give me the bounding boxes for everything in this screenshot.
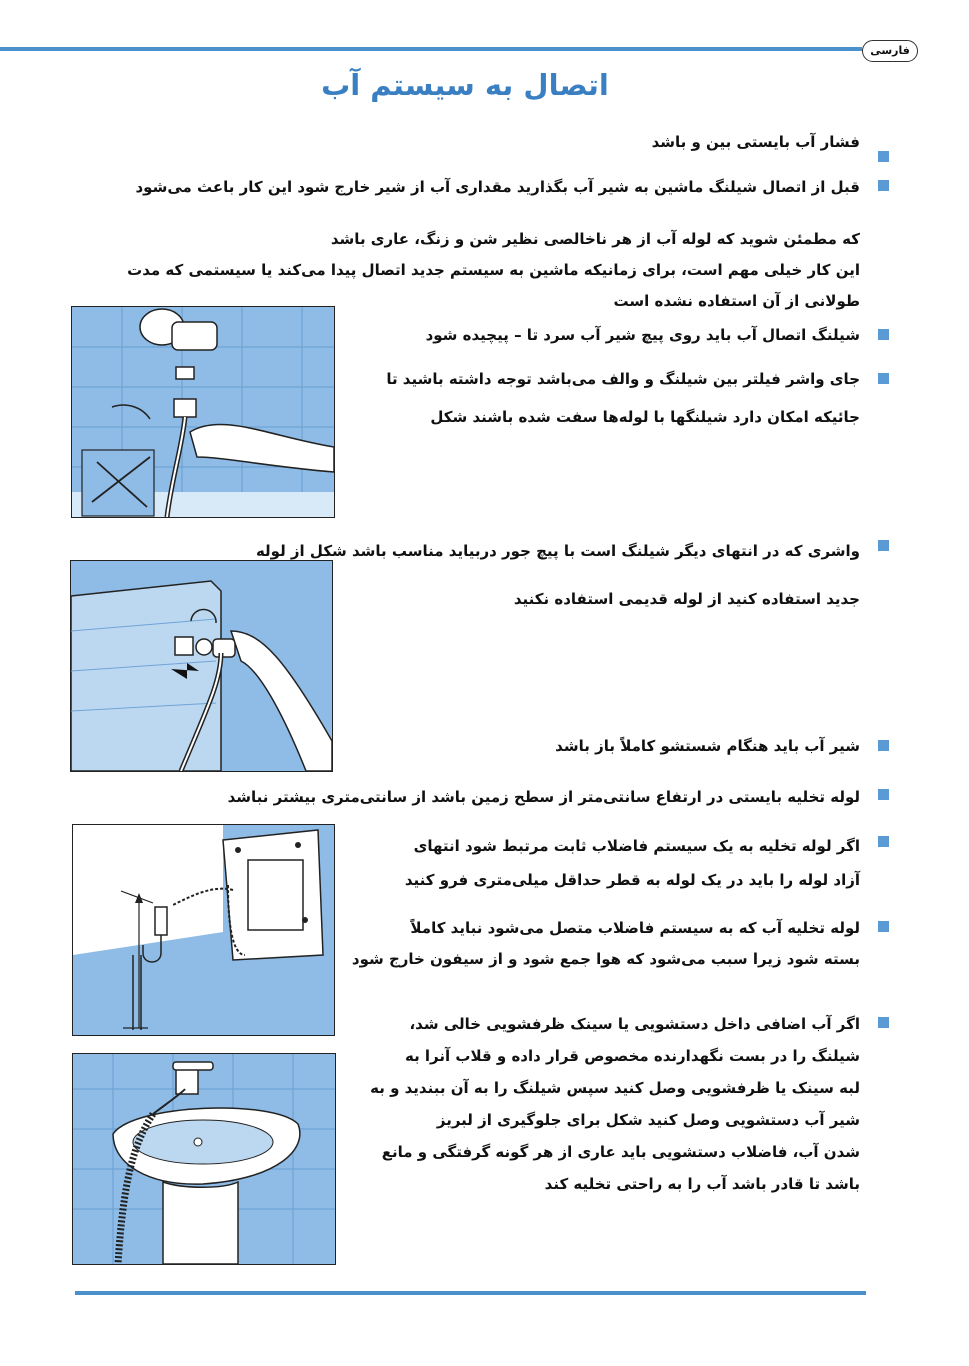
tap-svg — [72, 307, 334, 517]
paragraph-10 — [352, 913, 860, 975]
paragraph-1 — [652, 127, 860, 158]
machine-inlet-illustration — [70, 560, 333, 772]
text-line: جدید استفاده کنید از لوله قدیمی استفاده نکنید — [513, 590, 860, 608]
bullet — [878, 180, 889, 191]
bullet — [878, 151, 889, 162]
text-line: شیر آب باید هنگام شستشو کاملاً باز باشد — [555, 737, 860, 755]
text-line: واشری که در انتهای دیگر شیلنگ است با پیچ جور دربیاید مناسب باشد شکل از لوله — [255, 542, 860, 560]
paragraph-4 — [426, 320, 860, 351]
top-rule — [0, 47, 862, 51]
text-line: لبه سینک یا ظرفشویی وصل کنید سپس شیلنگ را به آن ببندید و به — [370, 1079, 860, 1097]
page-title: اتصال به سیستم آب — [321, 68, 609, 102]
bullet — [878, 836, 889, 847]
bullet — [878, 921, 889, 932]
paragraph-9 — [405, 829, 860, 897]
paragraph-5 — [386, 360, 860, 436]
text-line: قبل از اتصال شیلنگ ماشین به شیر آب بگذارید مقداری آب از شیر خارج شود این کار باعث می‌شود — [135, 178, 860, 196]
text-line: لوله تخلیه بایستی در ارتفاع سانتی‌متر از سطح زمین باشد از سانتی‌متری بیشتر نباشد — [227, 788, 860, 806]
bullet — [878, 1017, 889, 1028]
bullet — [878, 789, 889, 800]
text-line: فشار آب بایستی بین و باشد — [651, 133, 860, 151]
text-line: باشد تا قادر باشد آب را به راحتی تخلیه کند — [544, 1175, 860, 1193]
text-line: جای واشر فیلتر بین شیلنگ و والف می‌باشد توجه داشته باشید تا — [386, 370, 860, 388]
bullet — [878, 540, 889, 551]
bottom-rule — [75, 1291, 866, 1295]
text-line: آزاد لوله را باید در یک لوله به قطر حداقل میلی‌متری فرو کنید — [404, 871, 860, 889]
bullet — [878, 373, 889, 384]
text-line: اگر آب اضافی داخل دستشویی یا سینک ظرفشویی خالی شد، — [409, 1015, 860, 1033]
language-tab: فارسی — [862, 40, 918, 62]
text-line: بسته شود زیرا سبب می‌شود که هوا جمع شود و از سیفون خارج شود — [351, 950, 860, 968]
bullet — [878, 740, 889, 751]
text-line: شیلنگ اتصال آب باید روی پیچ شیر آب سرد تا – پیچیده شود — [425, 326, 860, 344]
text-line: جائیکه امکان دارد شیلنگها با لوله‌ها سفت شده باشند شکل — [430, 408, 860, 426]
text-line: شدن آب، فاضلاب دستشویی باید عاری از هر گونه گرفتگی و مانع — [381, 1143, 860, 1161]
tap-hose-illustration — [71, 306, 335, 518]
paragraph-8 — [228, 782, 860, 813]
inlet-svg — [71, 561, 332, 771]
text-line: اگر لوله تخلیه به یک سیستم فاضلاب ثابت مرتبط شود انتهای — [413, 837, 860, 855]
paragraph-2 — [135, 172, 860, 203]
sink-illustration — [72, 1053, 336, 1265]
text-line: طولانی از آن استفاده نشده است — [613, 292, 860, 310]
paragraph-6 — [256, 527, 860, 623]
text-line: که مطمئن شوید که لوله آب از هر ناخالصی نظیر شن و زنگ، عاری باشد — [330, 230, 860, 248]
sink-svg — [73, 1054, 335, 1264]
paragraph-11 — [370, 1008, 860, 1200]
drain-svg — [73, 825, 334, 1035]
text-line: لوله تخلیه آب که به سیستم فاضلاب متصل می‌شود نباید کاملاً — [410, 919, 860, 937]
bullet — [878, 329, 889, 340]
text-line: شیلنگ را در بست نگهدارنده مخصوص قرار داده و قلاب آنرا به — [404, 1047, 860, 1065]
paragraph-3 — [127, 224, 860, 317]
text-line: این کار خیلی مهم است، برای زمانیکه ماشین به سیستم جدید اتصال پیدا می‌کند یا سیستمی که مدت — [127, 261, 860, 279]
drain-hose-illustration — [72, 824, 335, 1036]
paragraph-7 — [555, 731, 860, 762]
text-line: شیر آب دستشویی وصل کنید شکل برای جلوگیری از لبریز — [436, 1111, 860, 1129]
